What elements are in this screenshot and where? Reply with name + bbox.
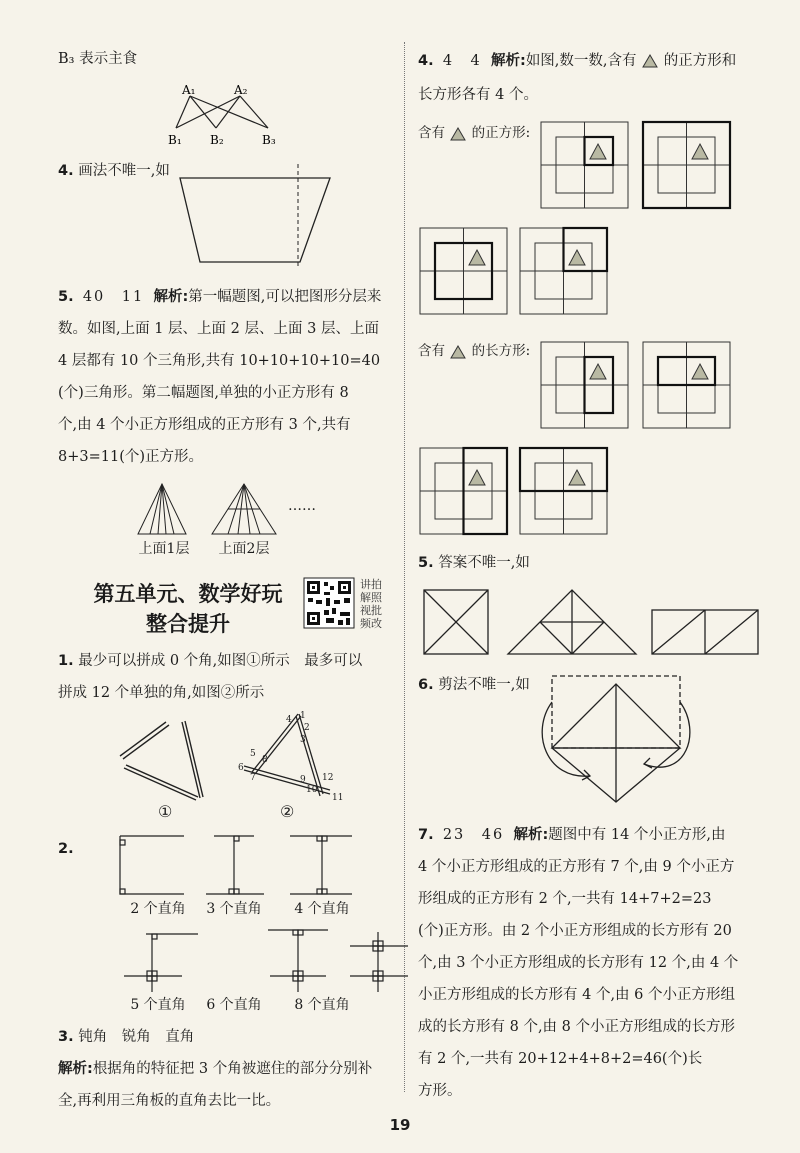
grid-figures <box>418 120 763 530</box>
rq7-text-3: 形组成的正方形有 2 个,一共有 14+7+2=23 <box>418 891 712 907</box>
figure-1-label: ① <box>158 802 173 821</box>
rects-label <box>418 336 530 368</box>
s1-number: 1. <box>58 653 74 669</box>
rects-label-post: 的长方形: <box>471 343 531 359</box>
q5-text-2: 数。如图,上面 1 层、上面 2 层、上面 3 层、上面 <box>58 321 379 337</box>
label-a1: A₁ <box>182 83 196 97</box>
q4-line <box>58 156 170 188</box>
label-5-right-angles: 5 个直角 <box>130 997 186 1013</box>
s3-answer: 钝角 锐角 直角 <box>78 1029 195 1045</box>
rq7-text-8: 有 2 个,一共有 20+12+4+8+2=46(个)长 <box>418 1051 703 1067</box>
stick-mark-1: 1 <box>300 711 306 721</box>
s1-text-2: 拼成 12 个单独的角,如图②所示 <box>58 685 265 701</box>
trapezoid-figure <box>180 160 400 270</box>
stick-mark-10: 10 <box>306 785 318 795</box>
q5-text-4: (个)三角形。第二幅题图,单独的小正方形有 8 <box>58 385 349 401</box>
b3-line: B₃ 表示主食 <box>58 51 138 67</box>
label-b2: B₂ <box>210 133 224 147</box>
q5-answer-figures <box>422 588 767 658</box>
label-a2: A₂ <box>234 83 248 97</box>
rq7-number: 7. <box>418 827 434 843</box>
stick-mark-9: 9 <box>300 775 306 785</box>
s3-text-2: 全,再利用三角板的直角去比一比。 <box>58 1093 281 1109</box>
qr-note: 讲拍解照视批频改 <box>360 578 382 630</box>
q4-text: 画法不唯一,如 <box>78 163 170 179</box>
layer-triangles-figure <box>136 482 296 538</box>
stick-mark-4: 4 <box>286 715 292 725</box>
q6-cutting-figure <box>536 672 696 812</box>
s1-line1 <box>58 646 362 678</box>
squares-label-pre: 含有 <box>418 125 445 141</box>
label-8-right-angles: 8 个直角 <box>294 997 350 1013</box>
s3-analysis-1 <box>58 1054 372 1086</box>
q5-text-1: 第一幅题图,可以把图形分层来 <box>188 289 382 305</box>
triangle-icon <box>641 53 659 69</box>
section-title-line2: 整合提升 <box>146 612 230 636</box>
rq6-number: 6. <box>418 677 434 693</box>
sticks-figure-1 <box>118 716 218 802</box>
s3-text-1: 根据角的特征把 3 个角被遮住的部分分别补 <box>92 1061 373 1077</box>
q5-number: 5. <box>58 289 74 305</box>
label-layer-2: 上面2层 <box>218 541 270 557</box>
stick-mark-5: 5 <box>250 749 256 759</box>
rq7-text-6: 小正方形组成的长方形有 4 个,由 6 个小正方形组 <box>418 987 735 1003</box>
label-2-right-angles: 2 个直角 <box>130 901 186 917</box>
figure-2-label: ② <box>280 802 295 821</box>
q5-text-3: 4 层都有 10 个三角形,共有 10+10+10+10=40 <box>58 353 381 369</box>
s3-analysis-label: 解析: <box>58 1061 93 1077</box>
label-6-right-angles: 6 个直角 <box>206 997 262 1013</box>
sticks-figure-2 <box>238 710 348 805</box>
label-b1: B₁ <box>168 133 182 147</box>
rq7-text-5: 个,由 3 个小正方形组成的长方形有 12 个,由 4 个 <box>418 955 739 971</box>
rq6-text: 剪法不唯一,如 <box>438 677 530 693</box>
stick-mark-7: 7 <box>250 773 256 783</box>
q5-line1 <box>58 282 381 314</box>
label-b3: B₃ <box>262 133 276 147</box>
rq7-analysis-label: 解析: <box>513 827 549 843</box>
stick-mark-2: 2 <box>304 723 310 733</box>
q5-text-6: 8+3=11(个)正方形。 <box>58 449 204 465</box>
right-angle-figures-row2 <box>118 928 418 998</box>
s1-text-1: 最少可以拼成 0 个角,如图①所示 最多可以 <box>78 653 363 669</box>
right-angle-figures-row1 <box>114 834 414 904</box>
q5-analysis-label: 解析: <box>153 289 189 305</box>
rq5-line <box>418 548 530 580</box>
rq4-text-1: 如图,数一数,含有 <box>525 53 637 69</box>
rq7-line1 <box>418 820 726 852</box>
rq4-line1 <box>418 46 736 78</box>
stick-mark-11: 11 <box>332 793 344 803</box>
rq7-text-1: 题图中有 14 个小正方形,由 <box>548 827 726 843</box>
stick-mark-6: 6 <box>238 763 244 773</box>
rq4-analysis-label: 解析: <box>491 53 526 69</box>
section-title-line1: 第五单元、数学好玩 <box>93 582 283 606</box>
rq7-text-9: 方形。 <box>418 1083 462 1099</box>
rq6-line <box>418 670 530 702</box>
s3-line <box>58 1022 194 1054</box>
rq4-text-2: 长方形各有 4 个。 <box>418 87 538 103</box>
triangle-icon <box>449 344 467 360</box>
q5-answers: 40 11 <box>82 289 145 305</box>
rq7-answers: 23 46 <box>442 827 505 843</box>
label-3-right-angles: 3 个直角 <box>206 901 262 917</box>
rq4-answers: 4 4 <box>442 53 482 69</box>
q4-number: 4. <box>58 163 74 179</box>
squares-label-post: 的正方形: <box>471 125 531 141</box>
figure-ellipsis: …… <box>288 498 316 514</box>
rects-label-pre: 含有 <box>418 343 445 359</box>
stick-mark-3: 3 <box>300 735 306 745</box>
stick-mark-8: 8 <box>262 755 268 765</box>
q5-text-5: 个,由 4 个小正方形组成的正方形有 3 个,共有 <box>58 417 351 433</box>
rq7-text-2: 4 个小正方形组成的正方形有 7 个,由 9 个小正方 <box>418 859 735 875</box>
rq7-text-7: 成的长方形有 8 个,由 8 个小正方形组成的长方形 <box>418 1019 735 1035</box>
rq5-number: 5. <box>418 555 434 571</box>
matching-diagram <box>168 82 288 152</box>
page-number: 19 <box>389 1116 411 1134</box>
s3-number: 3. <box>58 1029 74 1045</box>
stick-mark-12: 12 <box>322 773 334 783</box>
rq4-text-1b: 的正方形和 <box>663 53 737 69</box>
label-4-right-angles: 4 个直角 <box>294 901 350 917</box>
qr-code-icon[interactable] <box>304 578 354 628</box>
label-layer-1: 上面1层 <box>138 541 190 557</box>
rq5-text: 答案不唯一,如 <box>438 555 530 571</box>
s2-number: 2. <box>58 841 74 857</box>
s2-line <box>58 834 74 866</box>
rq4-number: 4. <box>418 53 434 69</box>
rq7-text-4: (个)正方形。由 2 个小正方形组成的长方形有 20 <box>418 923 732 939</box>
